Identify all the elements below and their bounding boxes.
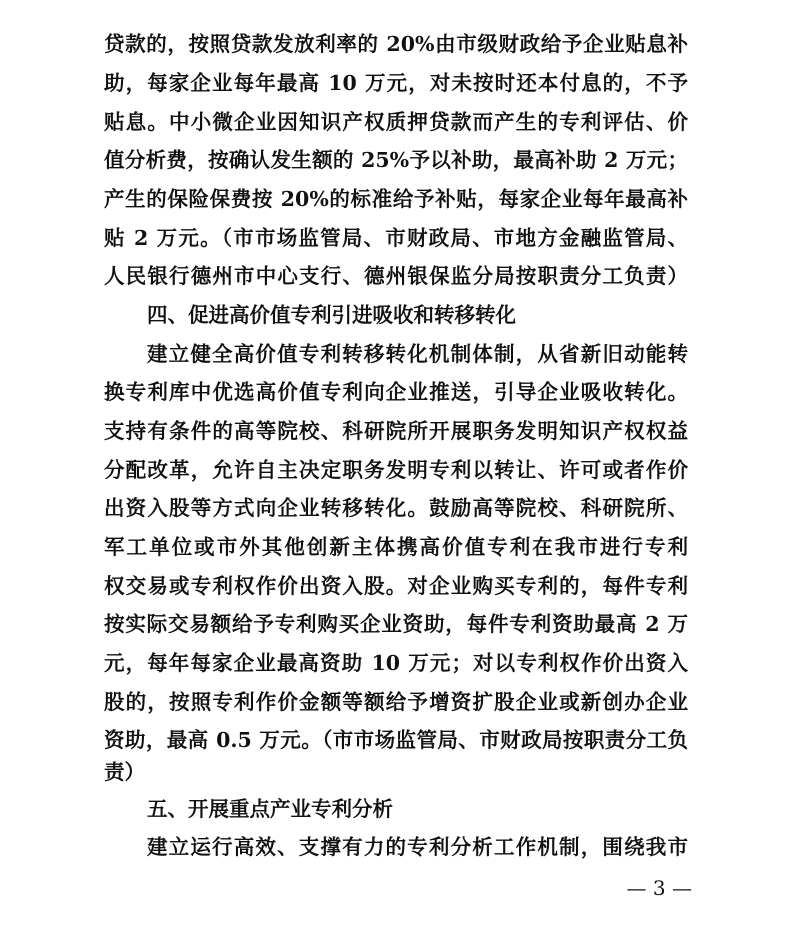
text-line: 军工单位或市外其他创新主体携高价值专利在我市进行专利 <box>104 535 688 559</box>
text-line: 人民银行德州市中心支行、德州银保监分局按职责分工负责） <box>104 264 688 288</box>
text-line: 贷款的，按照贷款发放利率的 20%由市级财政给予企业贴息补 <box>104 32 688 56</box>
text-line: 资助，最高 0.5 万元。（市市场监管局、市财政局按职责分工负 <box>104 728 688 752</box>
text-line: 贴息。中小微企业因知识产权质押贷款而产生的专利评估、价 <box>104 110 688 134</box>
text-line: 按实际交易额给予专利购买企业资助，每件专利资助最高 2 万 <box>104 612 688 636</box>
text-line: 分配改革，允许自主决定职务发明专利以转让、许可或者作价 <box>104 458 688 482</box>
text-line: 值分析费，按确认发生额的 25%予以补助，最高补助 2 万元； <box>104 148 688 172</box>
section-heading-4: 四、促进高价值专利引进吸收和转移转化 <box>147 303 516 327</box>
text-line: 换专利库中优选高价值专利向企业推送，引导企业吸收转化。 <box>104 380 688 404</box>
text-line: 元，每年每家企业最高资助 10 万元；对以专利权作价出资入 <box>104 651 688 675</box>
text-line: 股的，按照专利作价金额等额给予增资扩股企业或新创办企业 <box>104 690 688 714</box>
text-line: 权交易或专利权作价出资入股。对企业购买专利的，每件专利 <box>104 574 688 598</box>
paragraph-first-line: 建立运行高效、支撑有力的专利分析工作机制，围绕我市 <box>147 835 688 859</box>
text-line: 产生的保险保费按 20%的标准给予补贴，每家企业每年最高补 <box>104 187 688 211</box>
text-line: 责） <box>104 760 145 784</box>
section-heading-5: 五、开展重点产业专利分析 <box>147 797 393 821</box>
paragraph-first-line: 建立健全高价值专利转移转化机制体制，从省新旧动能转 <box>147 342 688 366</box>
text-line: 贴 2 万元。（市市场监管局、市财政局、市地方金融监管局、 <box>104 226 688 250</box>
text-line: 出资入股等方式向企业转移转化。鼓励高等院校、科研院所、 <box>104 496 688 520</box>
text-line: 支持有条件的高等院校、科研院所开展职务发明知识产权权益 <box>104 419 688 443</box>
page-number: — 3 — <box>626 876 692 900</box>
text-line: 助，每家企业每年最高 10 万元，对未按时还本付息的，不予 <box>104 71 688 95</box>
